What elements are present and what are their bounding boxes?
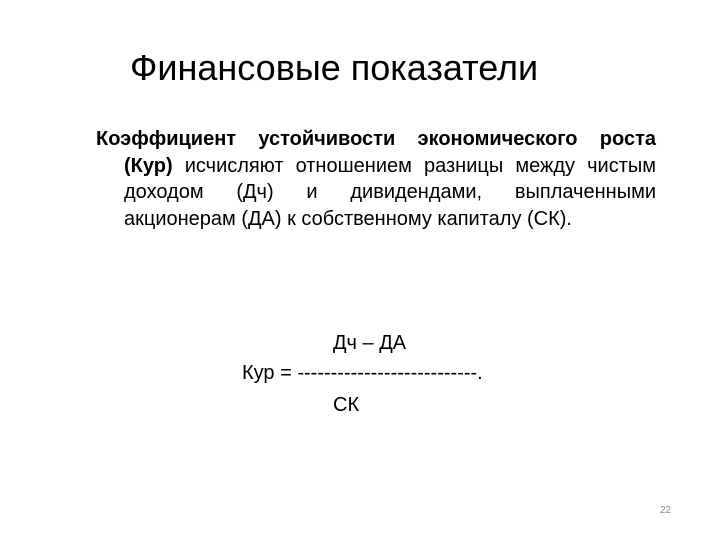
formula-denominator: СК [333, 394, 360, 416]
formula-line: Кур = ---------------------------. [242, 362, 483, 384]
slide-title: Финансовые показатели [130, 47, 539, 88]
term-bold: Коэффициент устойчивости экономического роста (Кур) [96, 128, 656, 177]
definition-text: исчисляют отношением разницы между чистым доходом (Дч) и дивидендами, выплаченными акционерам (ДА) к собственному капиталу (СК). [124, 154, 656, 230]
formula-numerator: Дч – ДА [333, 332, 407, 354]
definition-paragraph [96, 126, 656, 232]
slide-body [96, 126, 656, 232]
page-number: 22 [660, 505, 672, 516]
